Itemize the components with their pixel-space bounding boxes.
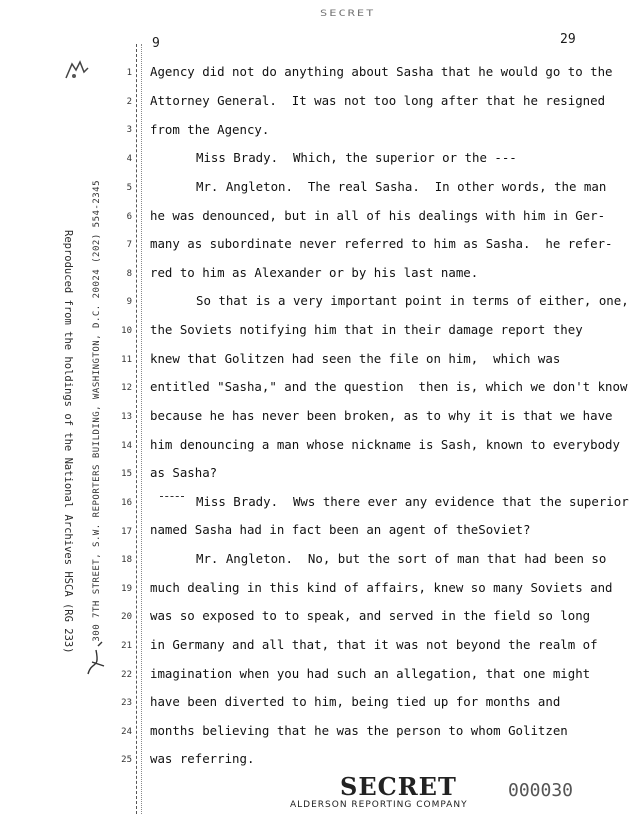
transcript-line: have been diverted to him, being tied up for months and bbox=[150, 694, 561, 709]
page-number-left: 9 bbox=[152, 36, 160, 51]
transcript-line: much dealing in this kind of affairs, knew so many Soviets and bbox=[150, 580, 613, 595]
line-number: 2 bbox=[126, 97, 132, 107]
margin-dash-mark bbox=[160, 496, 184, 497]
top-classification-stamp: SECRET bbox=[320, 8, 376, 18]
page-number-right: 29 bbox=[560, 32, 576, 47]
reporter-address: 300 7TH STREET, S.W. REPORTERS BUILDING, WASHINGTON, D.C. 20024 (202) 554-2345 bbox=[92, 180, 102, 642]
line-number: 22 bbox=[121, 670, 132, 680]
footer-classification-stamp: SECRET bbox=[340, 772, 457, 801]
line-number: 10 bbox=[121, 326, 132, 336]
transcript-line: months believing that he was the person to whom Golitzen bbox=[150, 723, 568, 738]
transcript-line: because he has never been broken, as to why it is that we have bbox=[150, 408, 613, 423]
line-number: 5 bbox=[126, 183, 132, 193]
transcript-line: in Germany and all that, that it was not beyond the realm of bbox=[150, 637, 598, 652]
line-number: 9 bbox=[126, 297, 132, 307]
line-number: 3 bbox=[126, 125, 132, 135]
transcript-line: So that is a very important point in terms of either, one, bbox=[196, 293, 629, 308]
archive-mark-icon bbox=[62, 58, 90, 84]
transcript-line: was referring. bbox=[150, 751, 255, 766]
transcript-line: many as subordinate never referred to him as Sasha. he refer- bbox=[150, 236, 613, 251]
transcript-line: as Sasha? bbox=[150, 465, 218, 480]
transcript-line: entitled "Sasha," and the question then is, which we don't know bbox=[150, 379, 628, 394]
transcript-line: Agency did not do anything about Sasha that he would go to the bbox=[150, 64, 613, 79]
transcript-line: from the Agency. bbox=[150, 122, 270, 137]
footer-company: ALDERSON REPORTING COMPANY bbox=[290, 800, 468, 810]
transcript-line: Mr. Angleton. The real Sasha. In other words, the man bbox=[196, 179, 607, 194]
transcript-line: Mr. Angleton. No, but the sort of man that had been so bbox=[196, 551, 607, 566]
line-number: 15 bbox=[121, 469, 132, 479]
line-number: 14 bbox=[121, 441, 132, 451]
line-number: 8 bbox=[126, 269, 132, 279]
line-number: 21 bbox=[121, 641, 132, 651]
handwritten-initials-icon bbox=[84, 640, 108, 680]
line-number: 16 bbox=[121, 498, 132, 508]
line-number: 19 bbox=[121, 584, 132, 594]
transcript-line: Miss Brady. Which, the superior or the --- bbox=[196, 150, 517, 165]
line-number: 18 bbox=[121, 555, 132, 565]
transcript-line: he was denounced, but in all of his dealings with him in Ger- bbox=[150, 208, 606, 223]
transcript-line: named Sasha had in fact been an agent of theSoviet? bbox=[150, 522, 531, 537]
transcript-line: imagination when you had such an allegation, that one might bbox=[150, 666, 591, 681]
reproduction-notice: Reproduced from the holdings of the National Archives HSCA (RG 233) bbox=[62, 230, 74, 654]
line-number: 23 bbox=[121, 698, 132, 708]
transcript-line: was so exposed to to speak, and served in the field so long bbox=[150, 608, 591, 623]
line-number: 7 bbox=[126, 240, 132, 250]
line-number: 17 bbox=[121, 527, 132, 537]
footer-document-number: 000030 bbox=[508, 780, 574, 801]
transcript-line: red to him as Alexander or by his last name. bbox=[150, 265, 479, 280]
transcript-line: knew that Golitzen had seen the file on him, which was bbox=[150, 351, 561, 366]
transcript-line: Miss Brady. Wws there ever any evidence that the superior bbox=[196, 494, 629, 509]
line-number: 24 bbox=[121, 727, 132, 737]
line-number: 1 bbox=[126, 68, 132, 78]
line-number: 25 bbox=[121, 755, 132, 765]
transcript-line: Attorney General. It was not too long after that he resigned bbox=[150, 93, 606, 108]
line-number: 12 bbox=[121, 383, 132, 393]
line-number: 11 bbox=[121, 355, 132, 365]
line-number: 13 bbox=[121, 412, 132, 422]
margin-rule-dotted bbox=[141, 44, 142, 814]
line-number: 20 bbox=[121, 612, 132, 622]
margin-rule bbox=[136, 44, 137, 814]
line-number: 4 bbox=[126, 154, 132, 164]
transcript-line: the Soviets notifying him that in their damage report they bbox=[150, 322, 583, 337]
line-number: 6 bbox=[126, 212, 132, 222]
transcript-line: him denouncing a man whose nickname is Sash, known to everybody bbox=[150, 437, 620, 452]
